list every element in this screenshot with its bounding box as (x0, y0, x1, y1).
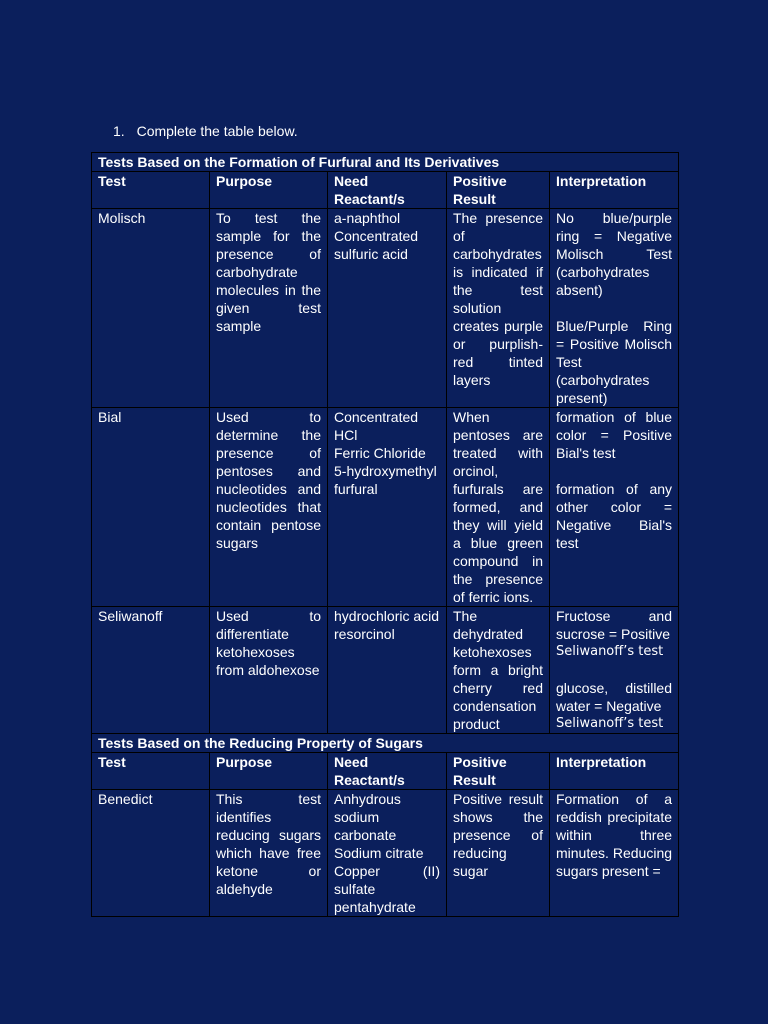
interpretation-positive: formation of blue color = Positive Bial's test (556, 409, 673, 461)
reactants-cell (328, 408, 447, 607)
header-purpose: Purpose (210, 172, 328, 209)
interpretation-negative-test: Seliwanoff’s test (556, 716, 664, 731)
interpretation-negative: No blue/purple ring = Negative Molisch Test (carbohydrates absent) (556, 210, 673, 298)
interpretation-cell (550, 607, 679, 734)
section-title-row (92, 153, 679, 172)
interpretation-positive: Fructose and sucrose = Positive (556, 608, 673, 642)
table-header-row (92, 172, 679, 209)
header-interpretation: Interpretation (550, 753, 679, 790)
purpose-cell: To test the sample for the presence of carbohydrate molecules in the given test sample (210, 209, 328, 408)
table-row-seliwanoff (92, 607, 679, 734)
reactant-item: a-naphthol (334, 210, 401, 226)
reactant-item: Sodium citrate (334, 845, 424, 861)
interpretation-negative: glucose, distilled water = Negative (556, 680, 673, 714)
section-title-reducing: Tests Based on the Reducing Property of Sugars (92, 734, 679, 753)
reactants-cell (328, 209, 447, 408)
result-cell: When pentoses are treated with orcinol, furfurals are formed, and they will yield a blue green compound in the presence of ferric ions. (447, 408, 550, 607)
table-row-bial (92, 408, 679, 607)
instruction-text: Complete the table below. (136, 123, 298, 139)
result-cell: The presence of carbohydrates is indicated if the test solution creates purple or purplish-red tinted layers (447, 209, 550, 408)
interpretation-negative: formation of any other color = Negative Bial's test (556, 481, 673, 551)
reactant-item: hydrochloric acid (334, 608, 440, 624)
interpretation-positive-test: Seliwanoff’s test (556, 644, 664, 659)
header-positive-result: Positive Result (447, 172, 550, 209)
reactants-cell (328, 790, 447, 917)
reactant-item: Ferric Chloride (334, 445, 426, 461)
header-reactants: Need Reactant/s (328, 172, 447, 209)
header-purpose: Purpose (210, 753, 328, 790)
interpretation-cell (550, 408, 679, 607)
reactant-item: 5-hydroxymethyl furfural (334, 463, 437, 497)
interpretation-cell (550, 209, 679, 408)
reactant-item: Copper (II) sulfate pentahydrate (334, 863, 440, 915)
header-test: Test (92, 172, 210, 209)
table-row-molisch (92, 209, 679, 408)
section-title-furfural: Tests Based on the Formation of Furfural and Its Derivatives (92, 153, 679, 172)
interpretation-cell: Formation of a reddish precipitate within three minutes. Reducing sugars present = (550, 790, 679, 917)
reactant-item: Concentrated sulfuric acid (334, 228, 419, 262)
instruction-line (113, 122, 298, 140)
header-positive-result: Positive Result (447, 753, 550, 790)
test-name: Bial (92, 408, 210, 607)
purpose-cell: Used to determine the presence of pentoses and nucleotides and nucleotides that contain pentose sugars (210, 408, 328, 607)
test-name: Benedict (92, 790, 210, 917)
carbohydrate-tests-table (91, 152, 679, 917)
table-header-row (92, 753, 679, 790)
table-row-benedict (92, 790, 679, 917)
section-title-row (92, 734, 679, 753)
interpretation-positive: Blue/Purple Ring = Positive Molisch Test (carbohydrates present) (556, 318, 673, 406)
list-number: 1. (113, 123, 125, 139)
reactants-cell (328, 607, 447, 734)
purpose-cell: This test identifies reducing sugars which have free ketone or aldehyde (210, 790, 328, 917)
purpose-cell: Used to differentiate ketohexoses from aldohexose (210, 607, 328, 734)
header-interpretation: Interpretation (550, 172, 679, 209)
test-name: Molisch (92, 209, 210, 408)
result-cell: The dehydrated ketohexoses form a bright cherry red condensation product (447, 607, 550, 734)
reactant-item: Anhydrous sodium carbonate (334, 791, 401, 843)
test-name: Seliwanoff (92, 607, 210, 734)
header-reactants: Need Reactant/s (328, 753, 447, 790)
result-cell: Positive result shows the presence of reducing sugar (447, 790, 550, 917)
reactant-item: resorcinol (334, 626, 395, 642)
reactant-item: Concentrated HCl (334, 409, 419, 443)
header-test: Test (92, 753, 210, 790)
